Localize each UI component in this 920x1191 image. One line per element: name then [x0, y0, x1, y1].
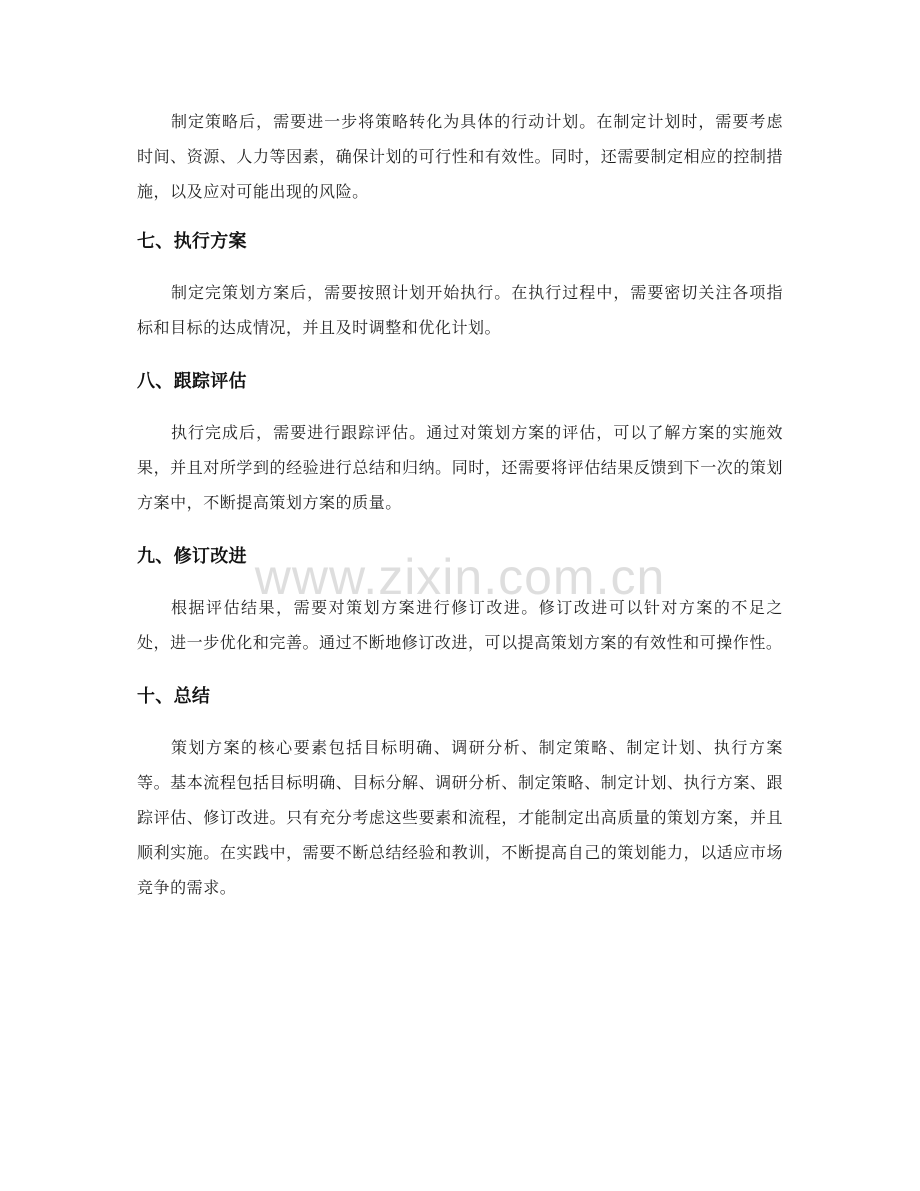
heading-tracking-evaluation: 八、跟踪评估	[137, 371, 247, 392]
paragraph-plan: 制定策略后，需要进一步将策略转化为具体的行动计划。在制定计划时，需要考虑时间、资源、人力等因素，确保计划的可行性和有效性。同时，还需要制定相应的控制措施，以及应对可能出现的风险。	[137, 112, 783, 201]
watermark: www.zixin.com.cn	[254, 549, 666, 605]
paragraph-revision-improvement: 根据评估结果，需要对策划方案进行修订改进。修订改进可以针对方案的不足之处，进一步优化和完善。通过不断地修订改进，可以提高策划方案的有效性和可操作性。	[137, 598, 783, 652]
paragraph-summary: 策划方案的核心要素包括目标明确、调研分析、制定策略、制定计划、执行方案等。基本流程包括目标明确、目标分解、调研分析、制定策略、制定计划、执行方案、跟踪评估、修订改进。只有充分考虑这些要素和流程，才能制定出高质量的策划方案，并且顺利实施。在实践中，需要不断总结经验和教训，不断提高自己的策划能力，以适应市场竞争的需求。	[137, 738, 783, 897]
heading-summary: 十、总结	[137, 686, 211, 707]
document-body	[137, 104, 783, 905]
paragraph-tracking-evaluation: 执行完成后，需要进行跟踪评估。通过对策划方案的评估，可以了解方案的实施效果，并且对所学到的经验进行总结和归纳。同时，还需要将评估结果反馈到下一次的策划方案中，不断提高策划方案的质量。	[137, 423, 783, 512]
heading-execute-plan: 七、执行方案	[137, 231, 247, 252]
paragraph-execute-plan: 制定完策划方案后，需要按照计划开始执行。在执行过程中，需要密切关注各项指标和目标的达成情况，并且及时调整和优化计划。	[137, 283, 783, 337]
heading-revision-improvement: 九、修订改进	[137, 546, 247, 567]
